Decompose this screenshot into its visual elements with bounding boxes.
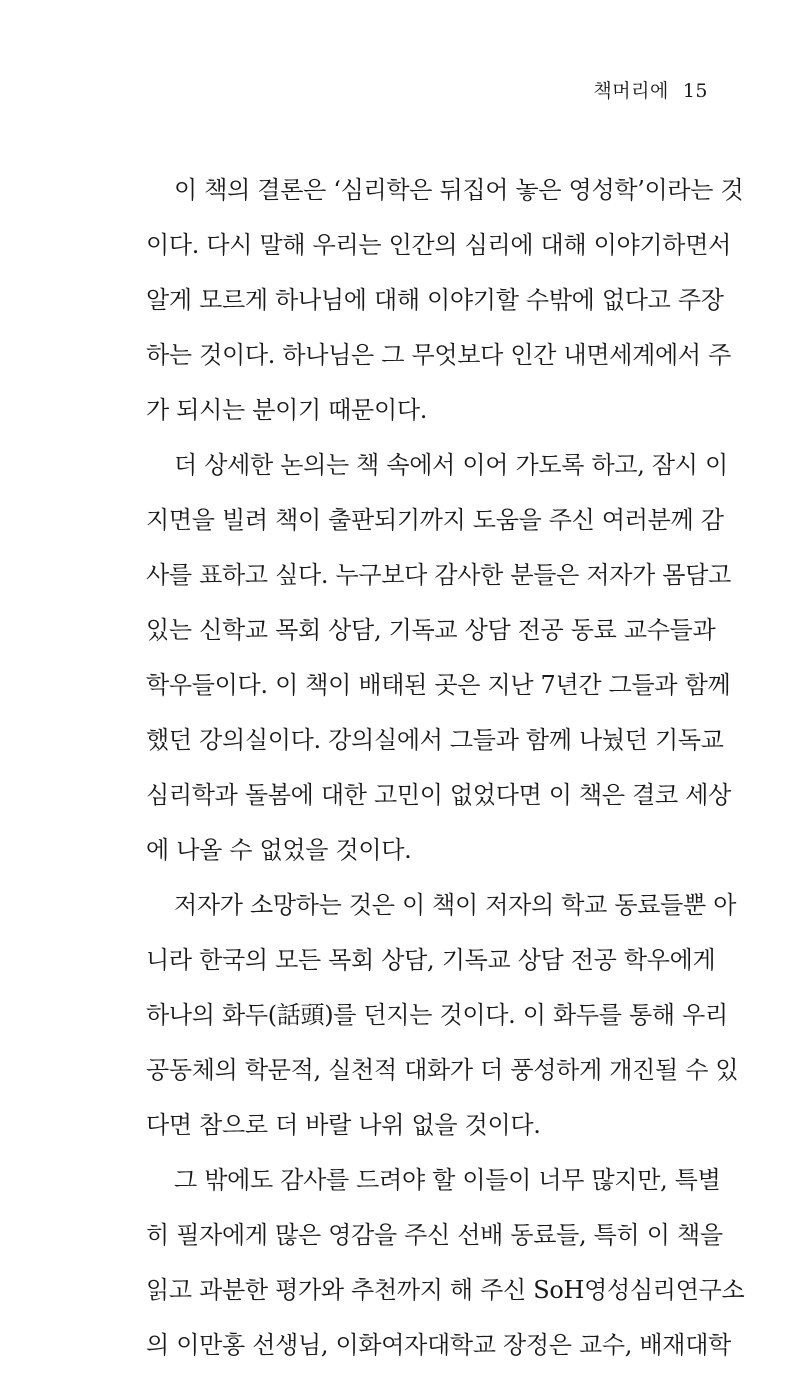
text-line: 에 나올 수 없었을 것이다. (146, 836, 412, 864)
text-line: 읽고 과분한 평가와 추천까지 해 주신 SoH영성심리연구소 (146, 1276, 745, 1304)
text-line: 학우들이다. 이 책이 배태된 곳은 지난 7년간 그들과 함께 (146, 671, 731, 699)
page-body (146, 163, 745, 1373)
text-line: 다면 참으로 더 바랄 나위 없을 것이다. (146, 1111, 541, 1139)
text-line: 하는 것이다. 하나님은 그 무엇보다 인간 내면세계에서 주 (146, 341, 731, 369)
text-line: 그 밖에도 감사를 드려야 할 이들이 너무 많지만, 특별 (174, 1166, 721, 1194)
paragraph-acknowledgements (146, 1153, 745, 1373)
paragraph-thanks (146, 438, 731, 878)
text-line: 했던 강의실이다. 강의실에서 그들과 함께 나눴던 기독교 (146, 726, 724, 754)
text-line: 사를 표하고 싶다. 누구보다 감사한 분들은 저자가 몸담고 (146, 561, 731, 589)
text-line: 알게 모르게 하나님에 대해 이야기할 수밖에 없다고 주장 (146, 286, 724, 314)
text-line: 공동체의 학문적, 실천적 대화가 더 풍성하게 개진될 수 있 (146, 1056, 739, 1084)
text-line: 히 필자에게 많은 영감을 주신 선배 동료들, 특히 이 책을 (146, 1221, 723, 1249)
text-line: 이 책의 결론은 ‘심리학은 뒤집어 놓은 영성학’이라는 것 (174, 176, 744, 204)
paragraph-conclusion (146, 163, 744, 438)
text-line: 이다. 다시 말해 우리는 인간의 심리에 대해 이야기하면서 (146, 231, 731, 259)
text-line: 니라 한국의 모든 목회 상담, 기독교 상담 전공 학우에게 (146, 946, 716, 974)
text-line: 가 되시는 분이기 때문이다. (146, 396, 428, 424)
page-number: 15 (682, 80, 708, 102)
text-line: 하나의 화두(話頭)를 던지는 것이다. 이 화두를 통해 우리 (146, 1001, 728, 1029)
section-title: 책머리에 (593, 80, 669, 102)
running-header (593, 76, 708, 103)
text-line: 지면을 빌려 책이 출판되기까지 도움을 주신 여러분께 감 (146, 506, 724, 534)
text-line: 의 이만홍 선생님, 이화여자대학교 장정은 교수, 배재대학 (146, 1331, 731, 1359)
paragraph-hope (146, 878, 739, 1153)
text-line: 저자가 소망하는 것은 이 책이 저자의 학교 동료들뿐 아 (174, 891, 737, 919)
text-line: 더 상세한 논의는 책 속에서 이어 가도록 하고, 잠시 이 (174, 451, 728, 479)
text-line: 심리학과 돌봄에 대한 고민이 없었다면 이 책은 결코 세상 (146, 781, 731, 809)
text-line: 있는 신학교 목회 상담, 기독교 상담 전공 동료 교수들과 (146, 616, 716, 644)
